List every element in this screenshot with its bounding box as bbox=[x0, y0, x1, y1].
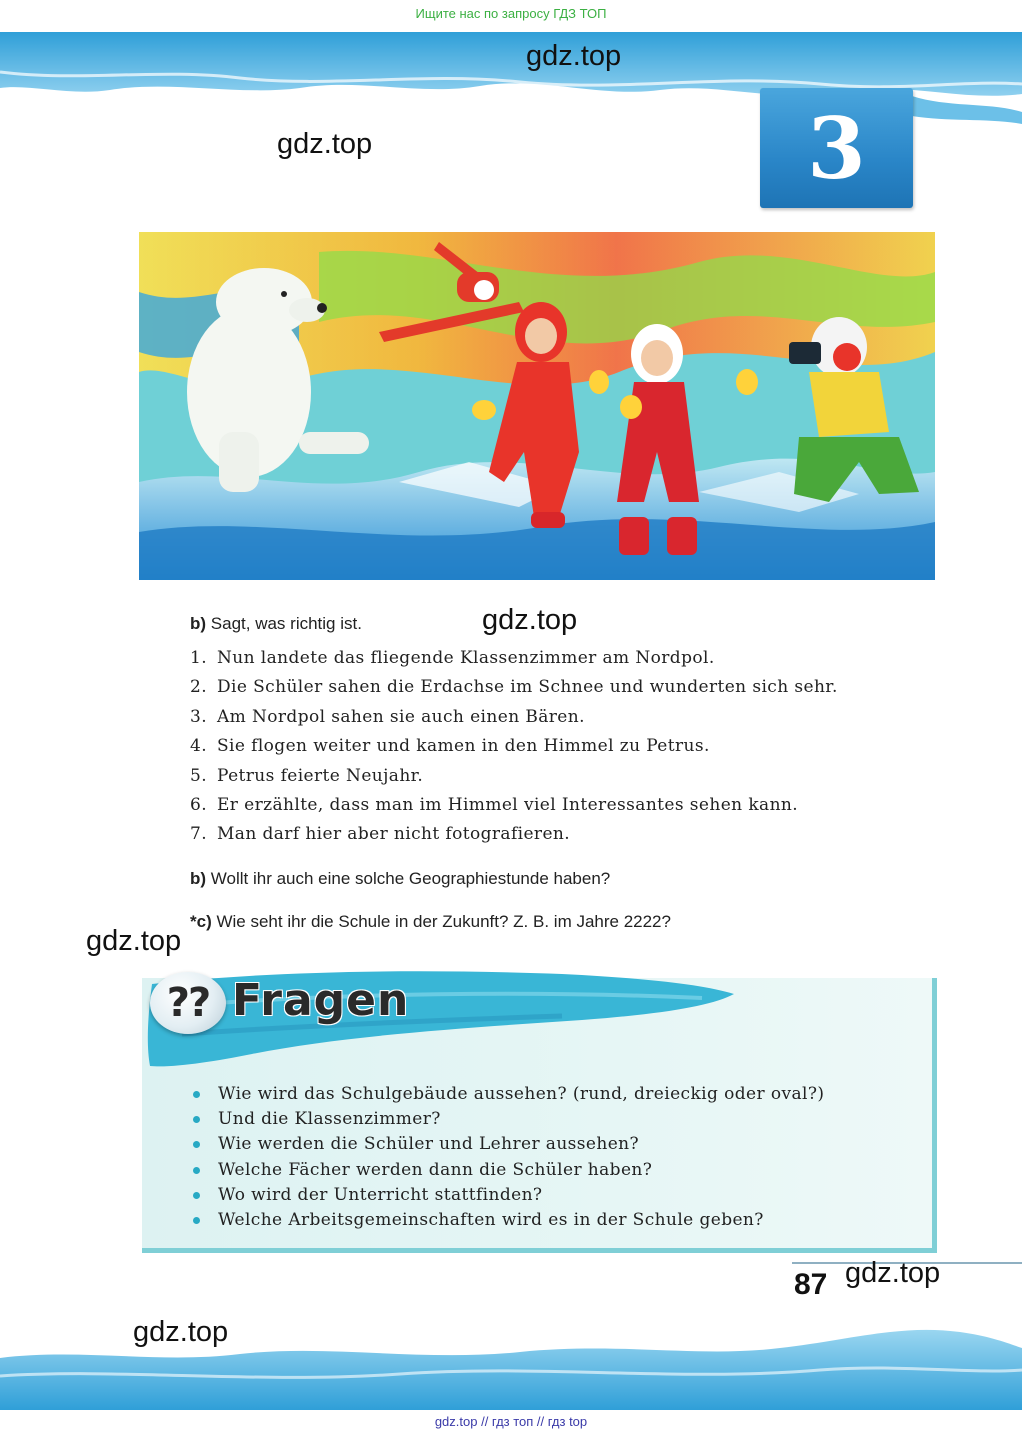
chapter-number: 3 bbox=[807, 98, 866, 198]
exercise-b-instruction-text: Sagt, was richtig ist. bbox=[210, 614, 362, 633]
exercise-c bbox=[190, 912, 671, 932]
exercise-b-letter: b) bbox=[190, 614, 207, 633]
statement-item: 2. Die Schüler sahen die Erdachse im Schnee und wunderten sich sehr. bbox=[190, 677, 838, 698]
bullet-icon bbox=[193, 1116, 200, 1123]
top-banner[interactable]: Ищите нас по запросу ГДЗ ТОП bbox=[415, 6, 607, 21]
exercise-c-letter: *c) bbox=[190, 912, 212, 931]
footer-links[interactable]: gdz.top // гдз топ // гдз top bbox=[434, 1414, 588, 1429]
statement-item: 6. Er erzählte, dass man im Himmel viel Interessantes sehen kann. bbox=[190, 794, 799, 815]
bullet-icon bbox=[193, 1167, 200, 1174]
page-number: 87 bbox=[794, 1268, 828, 1301]
statement-item: 3. Am Nordpol sahen sie auch einen Bären. bbox=[190, 706, 585, 727]
north-pole-illustration bbox=[139, 232, 935, 580]
watermark-upper-left: gdz.top bbox=[277, 128, 373, 160]
question-item: Wie werden die Schüler und Lehrer aussehen? bbox=[193, 1132, 824, 1157]
statement-item: 7. Man darf hier aber nicht fotografieren. bbox=[190, 824, 571, 845]
question-item: Und die Klassenzimmer? bbox=[193, 1107, 824, 1132]
bullet-icon bbox=[193, 1141, 200, 1148]
question-item: Wo wird der Unterricht stattfinden? bbox=[193, 1183, 824, 1208]
question-item: Welche Fächer werden dann die Schüler haben? bbox=[193, 1158, 824, 1183]
watermark-bottom: gdz.top bbox=[133, 1316, 229, 1348]
bullet-icon bbox=[193, 1091, 200, 1098]
question-marks-icon: ?? bbox=[150, 972, 226, 1034]
statement-item: 5. Petrus feierte Neujahr. bbox=[190, 765, 424, 786]
bottom-decorative-stripe bbox=[0, 1318, 1022, 1410]
fragen-title: Fragen bbox=[232, 975, 410, 1026]
question-item: Welche Arbeitsgemeinschaften wird es in der Schule geben? bbox=[193, 1208, 824, 1233]
fragen-questions-list bbox=[193, 1082, 824, 1233]
watermark-top: gdz.top bbox=[526, 40, 622, 72]
bullet-icon bbox=[193, 1192, 200, 1199]
watermark-page-number: gdz.top bbox=[845, 1257, 941, 1289]
exercise-b2 bbox=[190, 869, 610, 889]
exercise-b-instruction bbox=[190, 614, 362, 634]
statement-item: 1. Nun landete das fliegende Klassenzimmer am Nordpol. bbox=[190, 648, 715, 668]
bullet-icon bbox=[193, 1217, 200, 1224]
statements-list bbox=[190, 646, 838, 852]
exercise-c-text: Wie seht ihr die Schule in der Zukunft? Z. B. im Jahre 2222? bbox=[216, 912, 671, 931]
question-item: Wie wird das Schulgebäude aussehen? (rund, dreieckig oder oval?) bbox=[193, 1082, 824, 1107]
chapter-number-badge bbox=[760, 88, 913, 208]
watermark-left: gdz.top bbox=[86, 925, 182, 957]
exercise-b2-text: Wollt ihr auch eine solche Geographiestunde haben? bbox=[210, 869, 611, 888]
watermark-middle: gdz.top bbox=[482, 604, 578, 636]
statement-item: 4. Sie flogen weiter und kamen in den Himmel zu Petrus. bbox=[190, 736, 710, 757]
exercise-b2-letter: b) bbox=[190, 869, 207, 888]
